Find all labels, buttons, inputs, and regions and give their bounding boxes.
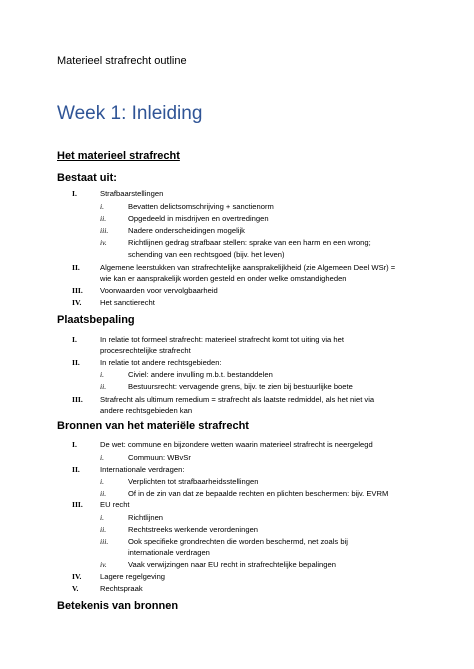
list-item: Rechtstreeks werkende verordeningen [128, 525, 259, 534]
list-item: Lagere regelgeving [100, 572, 166, 581]
list-number: I. [72, 335, 77, 344]
list-number: iii. [100, 226, 109, 235]
betekenis-heading: Betekenis van bronnen [57, 600, 179, 612]
list-number: III. [72, 395, 83, 404]
week-heading: Week 1: Inleiding [57, 103, 203, 124]
list-number: ii. [100, 214, 107, 223]
list-number: ii. [100, 489, 107, 498]
list-item-continuation: wie kan er aansprakelijk worden gesteld en onder welke omstandigheden [100, 274, 347, 283]
document-title: Materieel strafrecht outline [57, 55, 187, 67]
list-item: Richtlijnen gedrag strafbaar stellen: sprake van een harm en een wrong; [128, 238, 371, 247]
list-item: Internationale verdragen: [100, 465, 185, 474]
list-item: De wet: commune en bijzondere wetten waarin materieel strafrecht is neergelegd [100, 440, 373, 449]
list-item: Bevatten delictsomschrijving + sanctienorm [128, 202, 274, 211]
list-number: I. [72, 189, 77, 198]
bestaat-uit-heading: Bestaat uit: [57, 172, 117, 184]
list-item: Het sanctierecht [100, 298, 155, 307]
list-item: EU recht [100, 500, 130, 509]
list-item: Algemene leerstukken van strafrechtelijke aansprakelijkheid (zie Algemeen Deel WSr) = [100, 263, 396, 272]
list-item: Commuun: WBvSr [128, 453, 191, 462]
list-number: I. [72, 440, 77, 449]
list-item-continuation: andere rechtsgebieden kan [100, 406, 193, 415]
list-number: IV. [72, 298, 82, 307]
list-number: II. [72, 358, 80, 367]
list-item-continuation: internationale verdragen [128, 548, 210, 557]
list-item: Voorwaarden voor vervolgbaarheid [100, 286, 218, 295]
list-number: ii. [100, 382, 107, 391]
list-number: III. [72, 286, 83, 295]
list-item-continuation: schending van een rechtsgoed (bijv. het leven) [128, 250, 285, 259]
list-item: Vaak verwijzingen naar EU recht in strafrechtelijke bepalingen [128, 560, 336, 569]
list-item: Rechtspraak [100, 584, 143, 593]
list-number: ii. [100, 525, 107, 534]
list-number: iii. [100, 537, 109, 546]
list-number: II. [72, 263, 80, 272]
list-item: Of in de zin van dat ze bepaalde rechten en plichten beschermen: bijv. EVRM [128, 489, 389, 498]
list-number: III. [72, 500, 83, 509]
list-item: In relatie tot formeel strafrecht: materieel strafrecht komt tot uiting via het [100, 335, 344, 344]
list-item: In relatie tot andere rechtsgebieden: [100, 358, 222, 367]
list-item: Verplichten tot strafbaarheidsstellingen [128, 477, 259, 486]
bronnen-heading: Bronnen van het materiële strafrecht [57, 420, 249, 432]
list-number: i. [100, 202, 105, 211]
list-number: iv. [100, 238, 107, 247]
list-item: Bestuursrecht: vervagende grens, bijv. te zien bij bestuurlijke boete [128, 382, 353, 391]
list-item: Civiel: andere invulling m.b.t. bestanddelen [128, 370, 273, 379]
list-item-continuation: procesrechtelijke strafrecht [100, 346, 191, 355]
section-heading: Het materieel strafrecht [57, 150, 180, 162]
list-number: i. [100, 477, 105, 486]
list-item: Ook specifieke grondrechten die worden beschermd, net zoals bij [128, 537, 348, 546]
list-number: i. [100, 453, 105, 462]
list-item: Opgedeeld in misdrijven en overtredingen [128, 214, 269, 223]
list-item: Nadere onderscheidingen mogelijk [128, 226, 245, 235]
list-number: iv. [100, 560, 107, 569]
list-number: i. [100, 513, 105, 522]
list-item: Strafrecht als ultimum remedium = strafrecht als laatste redmiddel, als het niet via [100, 395, 375, 404]
list-item: Richtlijnen [128, 513, 164, 522]
list-number: IV. [72, 572, 82, 581]
list-number: II. [72, 465, 80, 474]
list-number: i. [100, 370, 105, 379]
list-item: Strafbaarstellingen [100, 189, 164, 198]
list-number: V. [72, 584, 79, 593]
plaatsbepaling-heading: Plaatsbepaling [57, 314, 135, 326]
